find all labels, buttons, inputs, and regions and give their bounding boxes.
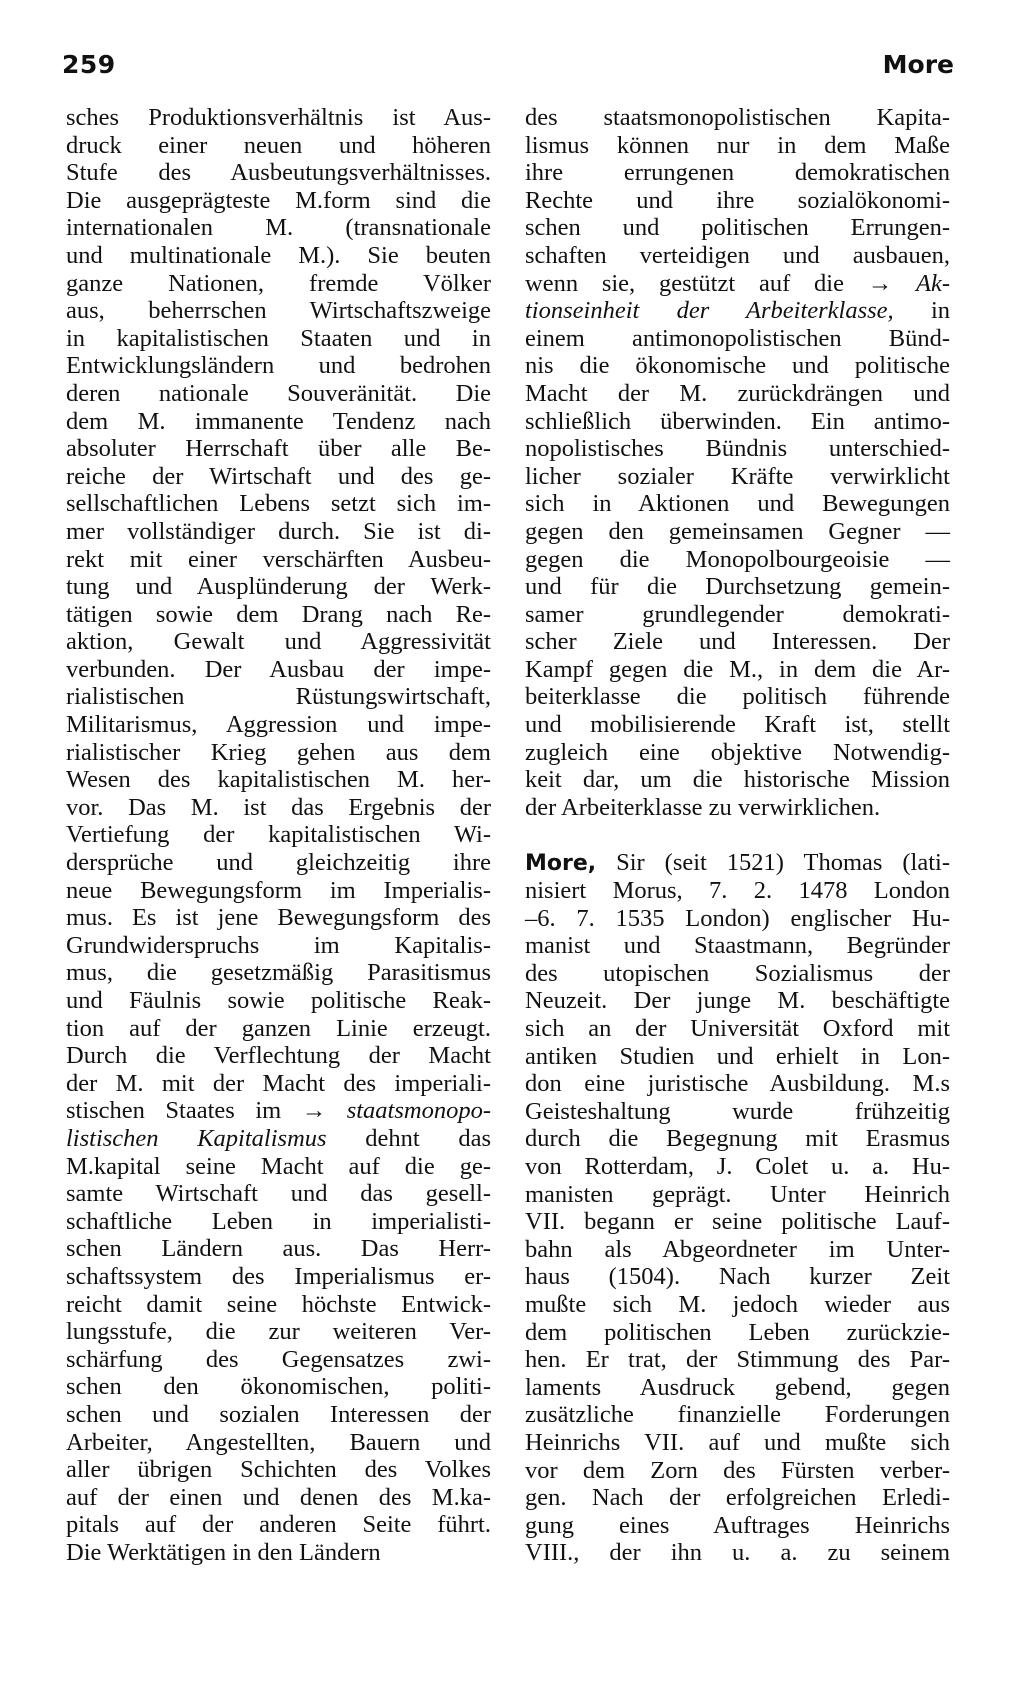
text-line [66, 297, 491, 325]
text-line [66, 821, 491, 849]
text-line-content: Stufe des Ausbeutungsverhältnisses. [66, 159, 491, 187]
text-line-content: aktion, Gewalt und Aggressivität [66, 628, 491, 656]
text-line [66, 104, 491, 132]
text-fragment: wenn sie, gestützt auf die [525, 269, 844, 297]
text-line-content: internationalen M. (transnationale [66, 214, 491, 242]
text-line-content: deren nationale Souveränität. Die [66, 379, 491, 407]
text-line [525, 877, 950, 905]
text-line [525, 1291, 950, 1319]
entry-separator [525, 821, 950, 849]
text-line-content: ihre errungenen demokratischen [525, 159, 950, 187]
text-line [66, 435, 491, 463]
text-line-content: und für die Durchsetzung gemein- [525, 573, 950, 601]
text-line [66, 656, 491, 684]
text-line [525, 1346, 950, 1374]
text-line [525, 463, 950, 491]
text-line-content: hen. Er trat, der Stimmung des Par- [525, 1346, 950, 1374]
text-line [66, 987, 491, 1015]
text-line [525, 490, 950, 518]
text-line [66, 1235, 491, 1263]
text-line-content: rekt mit einer verschärften Ausbeu- [66, 545, 491, 573]
text-line-content: druck einer neuen und höheren [66, 131, 491, 159]
text-line-content: des utopischen Sozialismus der [525, 959, 950, 987]
text-fragment: in [930, 297, 950, 325]
text-line [525, 270, 950, 298]
text-line [66, 573, 491, 601]
text-line [66, 1484, 491, 1512]
text-line-content: tung und Ausplünderung der Werk- [66, 573, 491, 601]
text-line-content: und Fäulnis sowie politische Reak- [66, 987, 491, 1014]
text-line-content: M.kapital seine Macht auf die ge- [66, 1152, 491, 1180]
text-line [525, 739, 950, 767]
text-line-content: –6. 7. 1535 London) englischer Hu- [525, 904, 950, 932]
text-line [525, 214, 950, 242]
text-line-content: zusätzliche finanzielle Forderungen [525, 1401, 950, 1429]
text-line [66, 1401, 491, 1429]
cross-reference-link: listischen Kapitalismus [66, 1124, 327, 1152]
text-line-content: lungsstufe, die zur weiteren Ver- [66, 1318, 491, 1346]
text-line [66, 463, 491, 491]
text-line-content: reicht damit seine höchste Entwick- [66, 1290, 491, 1318]
text-line [66, 739, 491, 767]
text-line-content: Entwicklungsländern und bedrohen [66, 352, 491, 380]
text-line [66, 1346, 491, 1374]
text-line-content: schen den ökonomischen, politi- [66, 1373, 491, 1401]
text-line-content: VII. begann er seine politische Lauf- [525, 1208, 950, 1236]
text-line [525, 573, 950, 601]
text-line [66, 1125, 491, 1153]
text-line [66, 959, 491, 987]
text-line-content: keit dar, um die historische Mission [525, 766, 950, 794]
text-line-content: Die Werktätigen in den Ländern [66, 1538, 381, 1566]
text-line-content: haus (1504). Nach kurzer Zeit [525, 1263, 950, 1291]
text-line-content: absoluter Herrschaft über alle Be- [66, 435, 491, 463]
text-line-content: des staatsmonopolistischen Kapita- [525, 104, 950, 131]
text-line-content: nisiert Morus, 7. 2. 1478 London [525, 877, 950, 905]
text-line [525, 159, 950, 187]
text-line-content: gegen die Monopolbourgeoisie — [525, 545, 950, 573]
left-column [66, 104, 491, 1566]
text-line [66, 794, 491, 822]
text-line-content: der M. mit der Macht des imperiali- [66, 1069, 491, 1097]
text-line-content: der Arbeiterklasse zu verwirklichen. [525, 793, 881, 821]
text-line [66, 1097, 491, 1125]
text-line-content: samte Wirtschaft und das gesell- [66, 1180, 491, 1208]
text-line [66, 1153, 491, 1181]
text-line [525, 242, 950, 270]
text-line [525, 905, 950, 933]
text-line-content: dersprüche und gleichzeitig ihre [66, 849, 491, 877]
text-line [66, 628, 491, 656]
text-line-content: samer grundlegender demokrati- [525, 600, 950, 628]
text-line-content: Sir (seit 1521) Thomas (lati- [616, 849, 950, 877]
text-line-content: schen und politischen Errungen- [525, 214, 950, 242]
text-line [525, 187, 950, 215]
text-line [525, 1539, 950, 1567]
cross-reference-link: Ak- [916, 269, 951, 297]
text-line [525, 132, 950, 160]
text-line [525, 1484, 950, 1512]
text-line [66, 1070, 491, 1098]
text-line-content: Militarismus, Aggression und impe- [66, 711, 491, 739]
text-line [525, 1429, 950, 1457]
text-line-content: zugleich eine objektive Notwendig- [525, 738, 950, 766]
text-line-content: vor dem Zorn des Fürsten verber- [525, 1456, 950, 1484]
text-line [525, 683, 950, 711]
text-line-content: schen und sozialen Interessen der [66, 1400, 491, 1428]
text-line-content: laments Ausdruck gebend, gegen [525, 1373, 950, 1401]
text-line [525, 601, 950, 629]
text-line [525, 352, 950, 380]
text-line [525, 960, 950, 988]
text-line [525, 794, 950, 822]
text-line [525, 1043, 950, 1071]
text-line [66, 1042, 491, 1070]
text-line-content: aus, beherrschen Wirtschaftszweige [66, 297, 491, 325]
text-line-content: pitals auf der anderen Seite führt. [66, 1511, 491, 1539]
text-line-content: und multinationale M.). Sie beuten [66, 241, 491, 269]
text-line-content: Arbeiter, Angestellten, Bauern und [66, 1428, 491, 1456]
text-line-content: tion auf der ganzen Linie erzeugt. [66, 1014, 491, 1042]
text-line [525, 1512, 950, 1540]
text-line-content: reiche der Wirtschaft und des ge- [66, 462, 491, 490]
text-line-content: bahn als Abgeordneter im Unter- [525, 1235, 950, 1263]
text-line-content: Wesen des kapitalistischen M. her- [66, 766, 491, 794]
text-line [525, 1098, 950, 1126]
text-line [525, 766, 950, 794]
text-fragment: stischen Staates im [66, 1097, 282, 1125]
right-column [525, 104, 950, 1567]
text-line [66, 187, 491, 215]
page-number: 259 [62, 50, 116, 79]
text-line [66, 132, 491, 160]
text-line-content: Heinrichs VII. auf und mußte sich [525, 1428, 950, 1456]
text-line [66, 849, 491, 877]
entry-first-line [525, 849, 950, 877]
text-line [66, 1291, 491, 1319]
text-line-content: mußte sich M. jedoch wieder aus [525, 1290, 950, 1318]
text-line-content: und mobilisierende Kraft ist, stellt [525, 711, 950, 739]
text-line [66, 408, 491, 436]
text-line [525, 1401, 950, 1429]
text-line [66, 380, 491, 408]
text-line [525, 518, 950, 546]
text-line [66, 877, 491, 905]
text-line [525, 1181, 950, 1209]
text-line [525, 325, 950, 353]
text-line-content: Vertiefung der kapitalistischen Wi- [66, 821, 491, 849]
text-line-content: antiken Studien und erhielt in Lon- [525, 1042, 950, 1070]
text-line [525, 711, 950, 739]
text-line [66, 932, 491, 960]
text-line [525, 1208, 950, 1236]
text-line-content: vor. Das M. ist das Ergebnis der [66, 793, 491, 821]
text-line-content: in kapitalistischen Staaten und in [66, 324, 491, 352]
text-line [66, 1511, 491, 1539]
text-line-content: schärfung des Gegensatzes zwi- [66, 1345, 491, 1373]
text-line-content: einem antimonopolistischen Bünd- [525, 324, 950, 352]
text-line-content: schaftssystem des Imperialismus er- [66, 1262, 491, 1290]
text-line [525, 656, 950, 684]
text-line [525, 932, 950, 960]
text-line-content: dem M. immanente Tendenz nach [66, 407, 491, 435]
text-line [66, 1208, 491, 1236]
text-line-content: gung eines Auftrages Heinrichs [525, 1511, 950, 1539]
text-line-content: sich in Aktionen und Bewegungen [525, 490, 950, 518]
text-line-content: tätigen sowie dem Drang nach Re- [66, 600, 491, 628]
text-line-content: Neuzeit. Der junge M. beschäftigte [525, 987, 950, 1015]
text-line-content: mer vollständiger durch. Sie ist di- [66, 517, 491, 545]
text-line [66, 601, 491, 629]
text-line [66, 352, 491, 380]
text-line-content: durch die Begegnung mit Erasmus [525, 1125, 950, 1153]
text-line-content: Geisteshaltung wurde frühzeitig [525, 1097, 950, 1125]
text-line [525, 546, 950, 574]
text-line [525, 1015, 950, 1043]
text-line [66, 1318, 491, 1346]
text-line [525, 1263, 950, 1291]
text-line-content: rialistischen Rüstungswirtschaft, [66, 683, 491, 711]
text-line [66, 242, 491, 270]
text-line [66, 1015, 491, 1043]
text-line-content: Macht der M. zurückdrängen und [525, 379, 950, 407]
text-line-content: rialistischer Krieg gehen aus dem [66, 738, 491, 766]
text-fragment: dehnt das [365, 1124, 491, 1152]
text-line-content: sich an der Universität Oxford mit [525, 1015, 950, 1042]
text-line [525, 380, 950, 408]
text-line-content: mus. Es ist jene Bewegungsform des [66, 904, 491, 932]
text-line [66, 1373, 491, 1401]
text-line-content: dem politischen Leben zurückzie- [525, 1318, 950, 1346]
text-line [525, 408, 950, 436]
text-line [525, 104, 950, 132]
text-line-content: von Rotterdam, J. Colet u. a. Hu- [525, 1152, 950, 1180]
text-line [66, 766, 491, 794]
text-line [66, 683, 491, 711]
text-line [525, 1319, 950, 1347]
text-line-content: VIII., der ihn u. a. zu seinem [525, 1539, 950, 1567]
text-line-content: sellschaftlichen Lebens setzt sich im- [66, 490, 491, 518]
text-line [66, 490, 491, 518]
text-line-content: mus, die gesetzmäßig Parasitismus [66, 959, 491, 987]
text-line [525, 628, 950, 656]
text-line-content: verbunden. Der Ausbau der impe- [66, 655, 491, 683]
text-line-content: auf der einen und denen des M.ka- [66, 1483, 491, 1511]
text-line [66, 1539, 491, 1567]
text-line-content: schließlich überwinden. Ein antimo- [525, 407, 950, 435]
text-line-content: gen. Nach der erfolgreichen Erledi- [525, 1484, 950, 1512]
text-line [66, 711, 491, 739]
cross-reference-link: tionseinheit der Arbeiterklasse, [525, 297, 894, 325]
text-line-content: Grundwiderspruchs im Kapitalis- [66, 931, 491, 959]
text-line [66, 214, 491, 242]
text-line [525, 1236, 950, 1264]
text-line-content: Rechte und ihre sozialökonomi- [525, 186, 950, 214]
text-line [66, 1263, 491, 1291]
text-line [525, 435, 950, 463]
text-line [66, 546, 491, 574]
text-line [525, 987, 950, 1015]
text-line-content: gegen den gemeinsamen Gegner — [525, 517, 950, 545]
text-line [66, 1429, 491, 1457]
text-line-content: sches Produktionsverhältnis ist Aus- [66, 104, 491, 131]
text-line-content: lismus können nur in dem Maße [525, 131, 950, 159]
text-line-content: scher Ziele und Interessen. Der [525, 628, 950, 656]
text-line [66, 904, 491, 932]
text-line [525, 1125, 950, 1153]
text-line [525, 1070, 950, 1098]
text-line-content: manist und Staastmann, Begründer [525, 932, 950, 960]
text-line [66, 159, 491, 187]
text-line-content: nopolistisches Bündnis unterschied- [525, 435, 950, 463]
text-line [66, 518, 491, 546]
cross-reference-arrow-icon: → [301, 1097, 327, 1125]
text-line-content: aller übrigen Schichten des Volkes [66, 1456, 491, 1484]
text-line-content: nis die ökonomische und politische [525, 352, 950, 380]
text-line [66, 325, 491, 353]
text-line [525, 1457, 950, 1485]
text-line-content: beiterklasse die politisch führende [525, 683, 950, 711]
text-line [525, 1374, 950, 1402]
text-line-content: ganze Nationen, fremde Völker [66, 269, 491, 297]
text-line-content: schen Ländern aus. Das Herr- [66, 1235, 491, 1263]
cross-reference-link: staatsmonopo- [346, 1097, 491, 1125]
running-head: More [882, 50, 954, 79]
text-line [525, 297, 950, 325]
text-line-content: manisten geprägt. Unter Heinrich [525, 1180, 950, 1208]
text-line [525, 1153, 950, 1181]
text-line [66, 270, 491, 298]
text-line-content: don eine juristische Ausbildung. M.s [525, 1070, 950, 1098]
text-line-content: schaften verteidigen und ausbauen, [525, 241, 950, 269]
text-line [66, 1456, 491, 1484]
text-line-content: schaftliche Leben in imperialisti- [66, 1207, 491, 1235]
text-line-content: Durch die Verflechtung der Macht [66, 1042, 491, 1070]
text-line-content: Kampf gegen die M., in dem die Ar- [525, 655, 950, 683]
entry-headword: More, [525, 851, 597, 877]
cross-reference-arrow-icon: → [867, 269, 893, 297]
text-line-content: neue Bewegungsform im Imperialis- [66, 876, 491, 904]
text-line-content: Die ausgeprägteste M.form sind die [66, 186, 491, 214]
text-line-content: licher sozialer Kräfte verwirklicht [525, 462, 950, 490]
text-line [66, 1180, 491, 1208]
